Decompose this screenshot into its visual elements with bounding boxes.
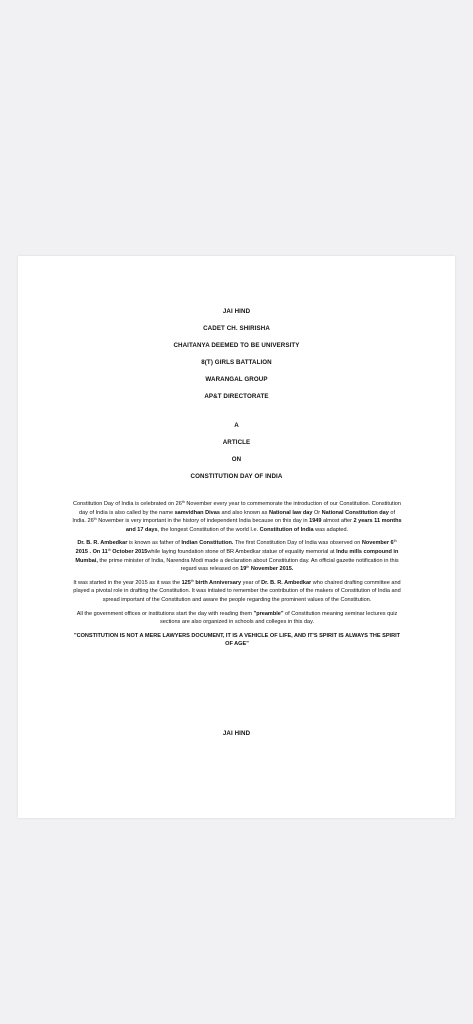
text: while laying foundation stone of BR Ambedkar statue of equality memorial at bbox=[147, 548, 337, 555]
sup: th bbox=[181, 500, 185, 504]
bold-text: Dr. B. R. Ambedkar bbox=[261, 579, 312, 586]
header-jai-hind: JAI HIND bbox=[222, 308, 251, 315]
text: November is very important in the history of independent India because on this day in bbox=[96, 518, 310, 525]
bold-text: National law day bbox=[268, 509, 313, 516]
title-article: ARTICLE bbox=[222, 439, 251, 446]
paragraph-3 bbox=[72, 579, 402, 605]
title-on: ON bbox=[231, 456, 242, 463]
paragraph-4 bbox=[72, 610, 402, 627]
bold-text: Dr. B. R. Ambedkar bbox=[77, 540, 128, 547]
text: Or bbox=[312, 509, 322, 516]
text: who chaired drafting committee and played a pivotal role in drafting the Constitution. It was intiated to remember the contribution of the makers of Constitution of India and spread important of the Constitution and aware the people regarding the prominent values of the Constitution. bbox=[73, 579, 401, 603]
bold-text: Indian Constitution. bbox=[181, 540, 234, 547]
text: is known as father of bbox=[127, 540, 182, 547]
bold-text: National Constitution day bbox=[321, 509, 389, 516]
text: It was started in the year 2015 as it was the bbox=[73, 579, 182, 586]
text: of India. 26 bbox=[72, 509, 396, 525]
text: , the longest Constitution of the world I.e. bbox=[157, 526, 260, 533]
sup: th bbox=[190, 578, 194, 583]
text: was adapted. bbox=[313, 526, 349, 533]
text: of Constitution meaning seminar lectures quiz sections are also organized in schools and colleges in this day. bbox=[159, 610, 398, 626]
text: year of bbox=[241, 579, 262, 586]
bold-text: "preamble" bbox=[253, 610, 284, 617]
document-page bbox=[18, 256, 455, 818]
constitution-quote: "CONSTITUTION IS NOT A MERE LAWYERS DOCUMENT, IT IS A VEHICLE OF LIFE, AND IT'S SPIRIT IS ALWAYS THE SPIRIT OF AGE" bbox=[73, 632, 401, 648]
closing-jai-hind: JAI HIND bbox=[222, 730, 251, 737]
bold-text: 125 bbox=[181, 579, 191, 586]
sup: th bbox=[93, 517, 97, 522]
bold-text: Constitution of India bbox=[259, 526, 314, 533]
bold-text: November 6 bbox=[361, 540, 394, 547]
text: November every year to commemorate the introduction of our Constitution. Constitution day of India is also called by the name bbox=[78, 501, 401, 516]
bold-text: October 2015 bbox=[110, 548, 148, 555]
text: almost after bbox=[321, 518, 354, 525]
article-body bbox=[72, 500, 402, 654]
text: The first Constitution Day of India was observed on bbox=[233, 540, 362, 547]
paragraph-1 bbox=[72, 500, 402, 534]
header-group: WARANGAL GROUP bbox=[205, 376, 268, 383]
text: the prime minister of India, Narendra Modi made a declaration about Constitution day. An official gazette notification in this regard was released on bbox=[97, 557, 399, 573]
header-directorate: AP&T DIRECTORATE bbox=[204, 393, 269, 400]
title-subject: CONSTITUTION DAY OF INDIA bbox=[190, 473, 283, 480]
sup: th bbox=[107, 547, 111, 552]
sup: th bbox=[246, 565, 250, 570]
header-cadet-name: CADET CH. SHIRISHA bbox=[203, 325, 270, 332]
header-university: CHAITANYA DEEMED TO BE UNIVERSITY bbox=[173, 342, 300, 349]
text: All the government offices or institutions start the day with reading them bbox=[76, 610, 254, 617]
bold-text: birth Anniversary bbox=[193, 579, 242, 586]
text: and also known as bbox=[219, 509, 269, 516]
sup: th bbox=[393, 539, 397, 544]
bold-text: 19 bbox=[240, 566, 247, 573]
text: Constitution Day of India is celebrated on 26 bbox=[73, 501, 182, 507]
bold-text: samvidhan Divas bbox=[174, 509, 220, 516]
bold-text: 2 years 11 months and 17 days bbox=[125, 518, 402, 533]
bold-text: Indu mills compound in Mumbai, bbox=[75, 548, 399, 564]
bold-text: 2015 . bbox=[75, 548, 92, 555]
bold-text: 1949 bbox=[309, 518, 322, 525]
paragraph-2 bbox=[72, 539, 402, 573]
title-a: A bbox=[234, 422, 239, 429]
bold-text: On 11 bbox=[92, 548, 108, 555]
header-battalion: 8(T) GIRLS BATTALION bbox=[201, 359, 272, 366]
bold-text: November 2015. bbox=[249, 566, 294, 573]
